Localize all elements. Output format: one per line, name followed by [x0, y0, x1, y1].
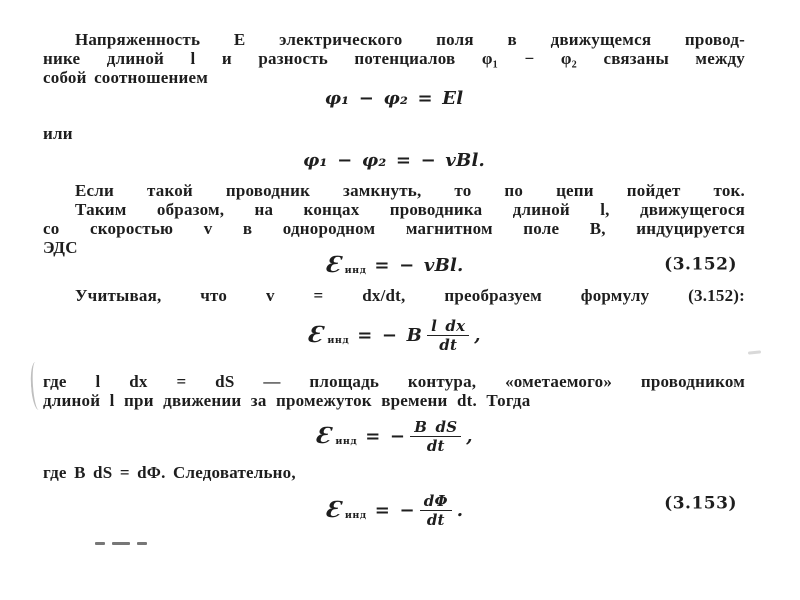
- fraction-numerator: dΦ: [420, 493, 452, 511]
- fraction-numerator: l dx: [427, 318, 469, 336]
- text-line: длиной l при движении за промежуток времени dt. Тогда: [43, 391, 531, 410]
- formula-text: = −: [365, 425, 406, 447]
- fraction-denominator: dt: [439, 335, 458, 354]
- formula-text: ,: [466, 425, 473, 447]
- text-line: собой соотношением: [43, 68, 209, 87]
- textbook-scan-region: [43, 0, 745, 600]
- formula-text: φ₁ − φ₂ = − vBl.: [303, 149, 485, 171]
- subscript-ind: инд: [327, 335, 350, 346]
- equation-number: (3.153): [664, 493, 737, 514]
- subscript-ind: инд: [344, 510, 367, 521]
- formula-text: ,: [474, 324, 481, 346]
- script-e-symbol: Ɛ: [313, 423, 333, 449]
- fraction-numerator: B dS: [410, 419, 461, 437]
- scan-artifact-pen-mark: [29, 362, 42, 411]
- fraction: [410, 419, 461, 454]
- text-line: ЭДС: [43, 238, 78, 257]
- subscript-ind: инд: [344, 265, 367, 276]
- scan-artifact-dash: [137, 542, 147, 545]
- formula-text: φ₁ − φ₂ = El: [324, 87, 464, 109]
- text-line: Если такой проводник замкнуть, то по цепи пойдет ток.: [75, 181, 745, 200]
- script-e-symbol: Ɛ: [305, 322, 325, 348]
- paragraph-intro: [43, 30, 745, 87]
- formula-text: = −: [374, 499, 415, 521]
- script-e-symbol: Ɛ: [323, 497, 343, 523]
- formula-potential-difference: [43, 86, 745, 110]
- formula-potential-difference-vbl: [43, 148, 745, 172]
- fraction: [427, 318, 469, 353]
- subscript-ind: инд: [335, 436, 358, 447]
- formula-3-153: [43, 486, 745, 534]
- fraction-denominator: dt: [426, 510, 445, 529]
- formula-text: = − B: [357, 324, 423, 346]
- text-line: где l dx = dS — площадь контура, «ометаемого» проводником: [43, 372, 745, 391]
- fraction: [420, 493, 452, 528]
- paragraph-considering: Учитывая, что v = dx/dt, преобразуем формулу (3.152):: [75, 286, 745, 305]
- formula-3-152: [43, 250, 745, 280]
- script-e-symbol: Ɛ: [323, 252, 342, 278]
- paragraph-swept-area: [43, 372, 745, 410]
- text-line: нике длиной l и разность потенциалов φ₁ − φ₂ связаны между: [43, 49, 745, 68]
- formula-bds-dt: [43, 412, 745, 460]
- formula-text: .: [456, 499, 464, 521]
- paragraph-closed-circuit: [43, 181, 745, 257]
- text-line: со скоростью v в однородном магнитном поле В, индуцируется: [43, 219, 745, 238]
- text-line: Напряженность Е электрического поля в движущемся провод-: [75, 30, 745, 49]
- paragraph-consequently: где B dS = dΦ. Следовательно,: [43, 463, 296, 482]
- scan-artifact-dash: [112, 542, 130, 545]
- text-line: Таким образом, на концах проводника длиной l, движущегося: [75, 200, 745, 219]
- text-or: или: [43, 124, 73, 143]
- scan-artifact-smudge: [748, 350, 761, 354]
- scan-artifact-dash: [95, 542, 105, 545]
- fraction-denominator: dt: [426, 436, 445, 455]
- scan-artifact-dashes: [95, 542, 147, 545]
- formula-text: = − vBl.: [374, 254, 464, 276]
- equation-number: (3.152): [664, 254, 737, 275]
- formula-b-ldx-dt: [43, 311, 745, 359]
